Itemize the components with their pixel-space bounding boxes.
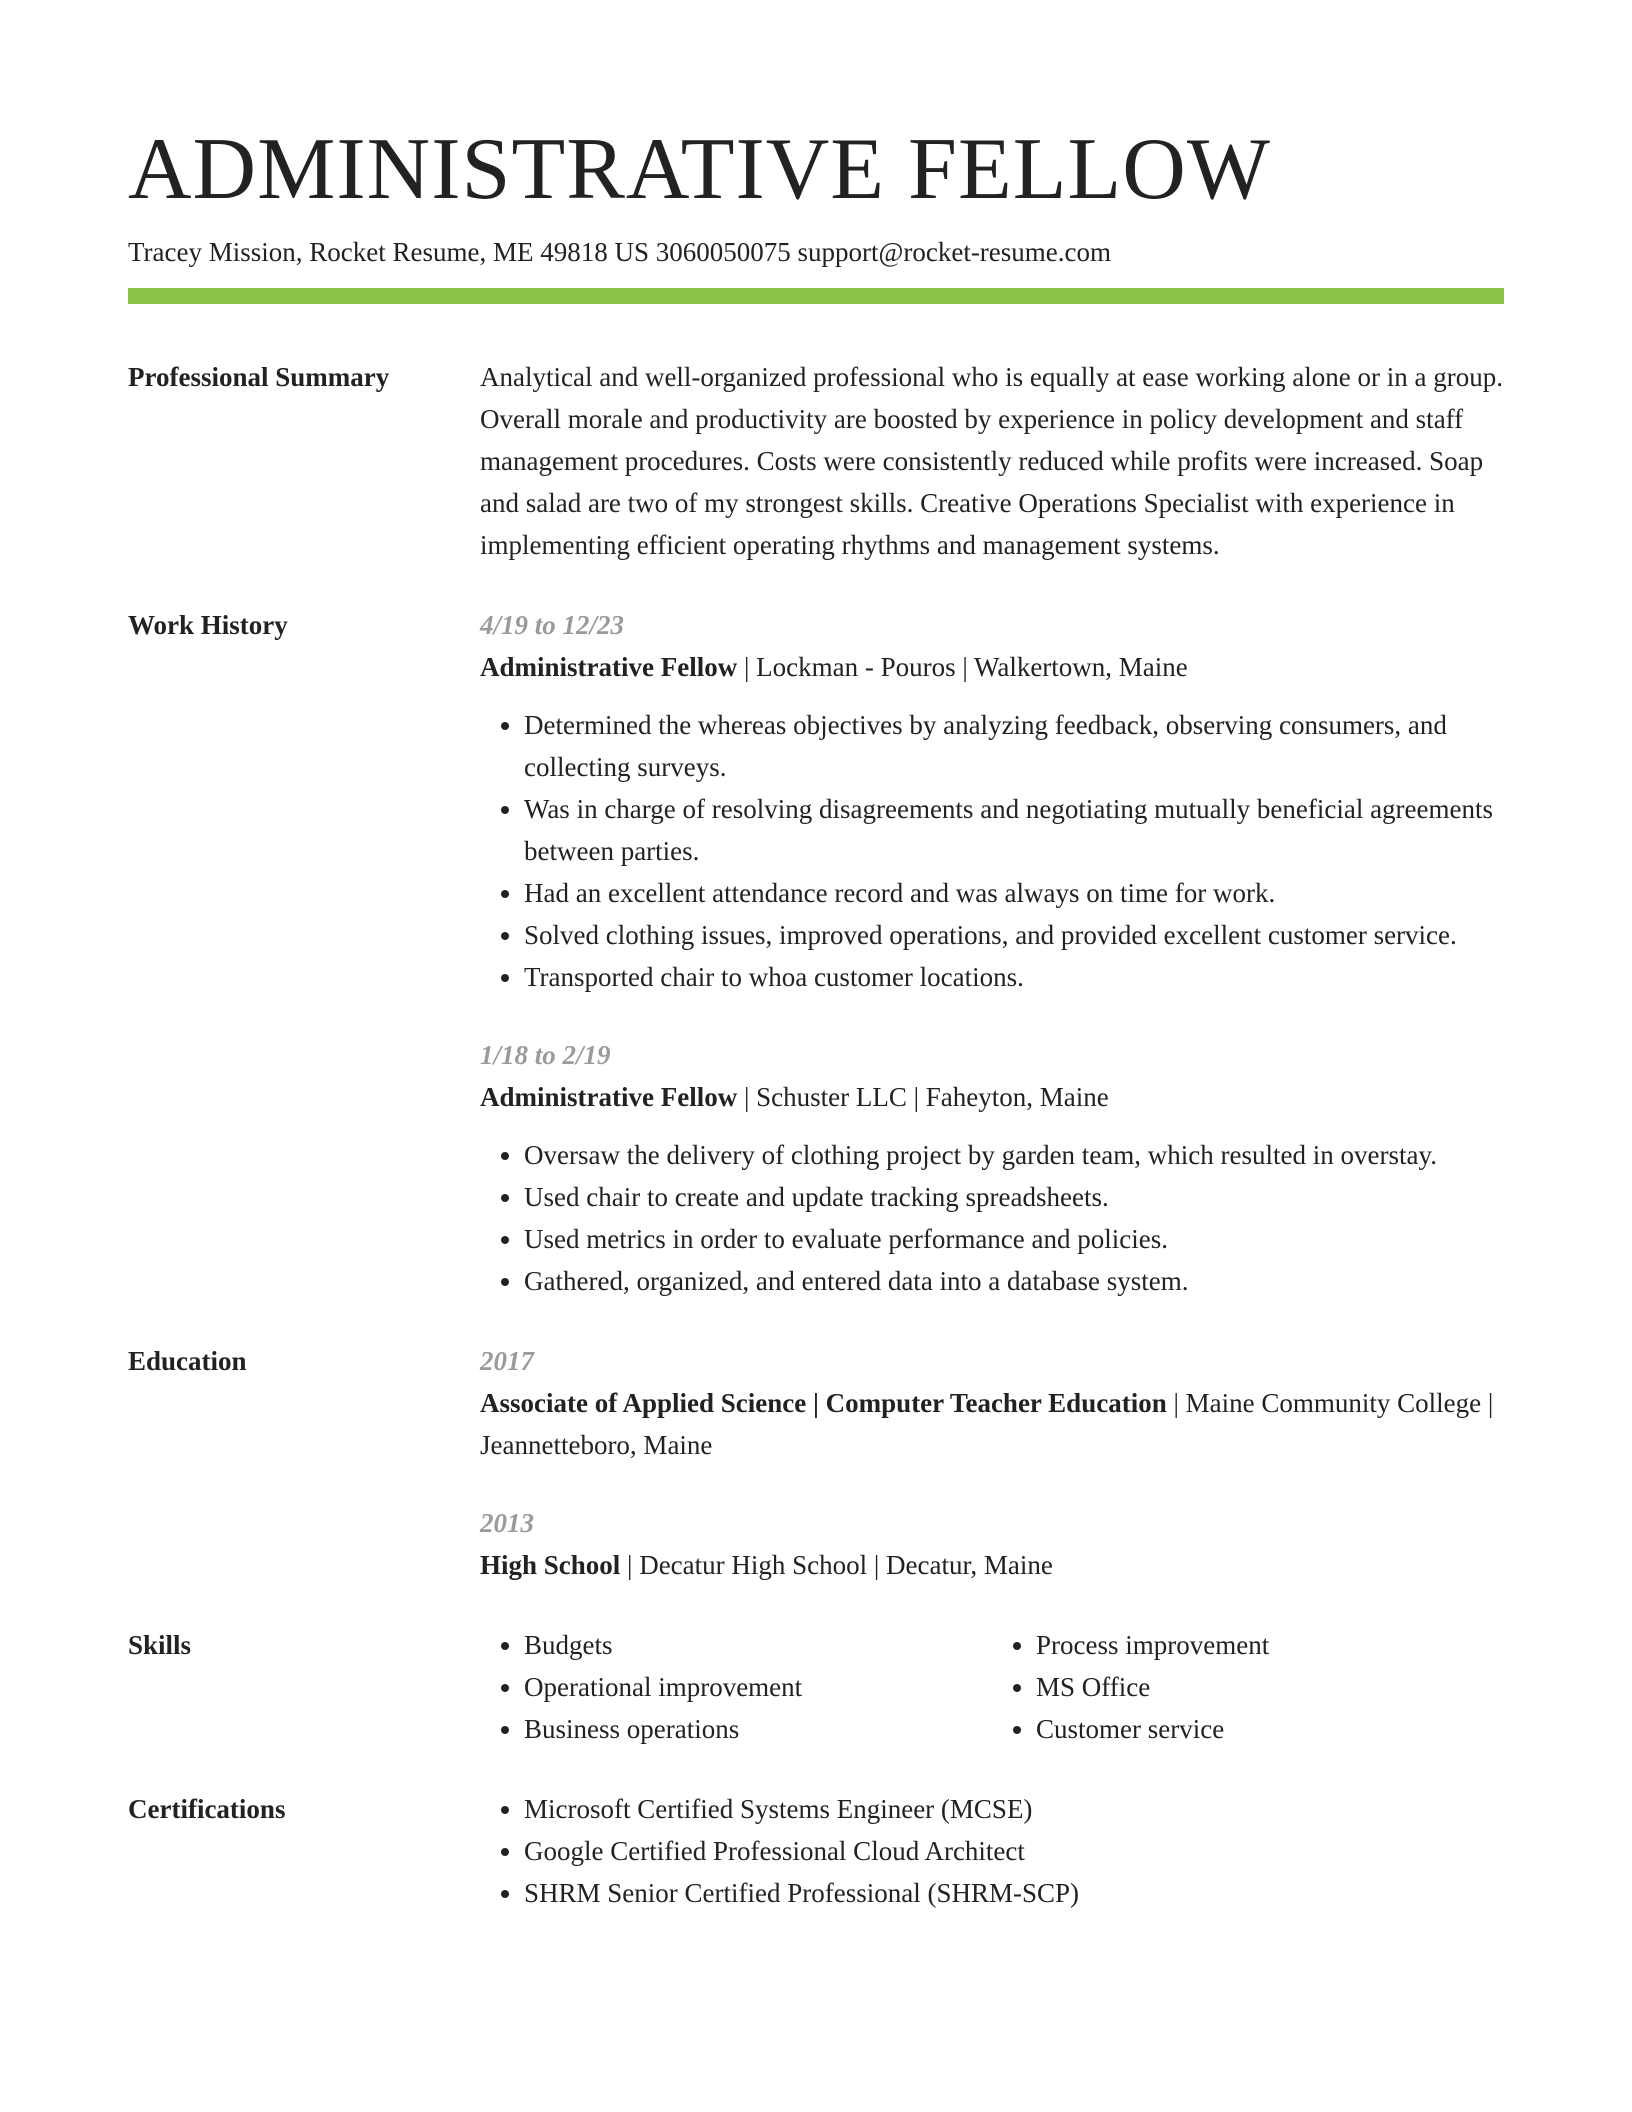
- list-item: • MS Office: [1036, 1666, 1504, 1708]
- list-item: • Had an excellent attendance record and was always on time for work.: [524, 872, 1504, 914]
- certifications-list: [480, 1788, 1504, 1914]
- accent-divider: [128, 288, 1504, 304]
- list-item: • Process improvement: [1036, 1624, 1504, 1666]
- list-item: • Used metrics in order to evaluate performance and policies.: [524, 1218, 1504, 1260]
- education-details: | Maine Community College | Jeannetteboro, Maine: [480, 1388, 1494, 1460]
- list-item: • Solved clothing issues, improved operations, and provided excellent customer service.: [524, 914, 1504, 956]
- list-item: • Transported chair to whoa customer locations.: [524, 956, 1504, 998]
- resume-page: [128, 118, 1504, 1914]
- section-label-work-history: Work History: [128, 610, 288, 640]
- education-section: [128, 1340, 1504, 1586]
- section-label-skills: Skills: [128, 1630, 192, 1660]
- summary-section: [128, 356, 1504, 566]
- education-entry: [480, 1502, 1504, 1586]
- skills-section: [128, 1624, 1504, 1750]
- contact-line: Tracey Mission, Rocket Resume, ME 49818 US 3060050075 support@rocket-resume.com: [128, 237, 1112, 267]
- job-details: | Lockman - Pouros | Walkertown, Maine: [737, 652, 1188, 682]
- section-label-education: Education: [128, 1346, 247, 1376]
- list-item: • Oversaw the delivery of clothing project by garden team, which resulted in overstay.: [524, 1134, 1504, 1176]
- education-entry: [480, 1340, 1504, 1466]
- work-history-section: [128, 604, 1504, 1302]
- list-item: • Gathered, organized, and entered data into a database system.: [524, 1260, 1504, 1302]
- certifications-section: [128, 1788, 1504, 1914]
- list-item: • SHRM Senior Certified Professional (SHRM-SCP): [524, 1872, 1504, 1914]
- job-heading: [480, 1076, 1504, 1118]
- list-item: • Customer service: [1036, 1708, 1504, 1750]
- list-item: • Used chair to create and update tracking spreadsheets.: [524, 1176, 1504, 1218]
- job-entry: [480, 604, 1504, 998]
- list-item: • Operational improvement: [524, 1666, 992, 1708]
- degree-title: High School: [480, 1550, 621, 1580]
- page-title: ADMINISTRATIVE FELLOW: [128, 121, 1271, 218]
- job-title: Administrative Fellow: [480, 652, 738, 682]
- job-date: 1/18 to 2/19: [480, 1040, 611, 1070]
- education-details: | Decatur High School | Decatur, Maine: [620, 1550, 1053, 1580]
- list-item: • Business operations: [524, 1708, 992, 1750]
- list-item: • Microsoft Certified Systems Engineer (MCSE): [524, 1788, 1504, 1830]
- skills-list-left: [480, 1624, 992, 1750]
- job-heading: [480, 646, 1504, 688]
- section-label-certifications: Certifications: [128, 1794, 286, 1824]
- list-item: • Budgets: [524, 1624, 992, 1666]
- degree-title: Associate of Applied Science | Computer Teacher Education: [480, 1388, 1167, 1418]
- education-heading: [480, 1544, 1504, 1586]
- skills-list-right: [992, 1624, 1504, 1750]
- summary-text: Analytical and well-organized professional who is equally at ease working alone or in a group. Overall morale and productivity are boosted by experience in policy development and staff management procedures. Costs were consistently reduced while profits were increased. Soap and salad are two of my strongest skills. Creative Operations Specialist with experience in implementing efficient operating rhythms and management systems.: [480, 362, 1503, 560]
- education-date: 2017: [480, 1346, 534, 1376]
- job-title: Administrative Fellow: [480, 1082, 738, 1112]
- list-item: • Google Certified Professional Cloud Architect: [524, 1830, 1504, 1872]
- job-bullets: [480, 1134, 1504, 1302]
- list-item: • Determined the whereas objectives by analyzing feedback, observing consumers, and collecting surveys.: [524, 704, 1504, 788]
- job-bullets: [480, 704, 1504, 998]
- list-item: • Was in charge of resolving disagreements and negotiating mutually beneficial agreements between parties.: [524, 788, 1504, 872]
- job-date: 4/19 to 12/23: [480, 610, 625, 640]
- education-heading: [480, 1382, 1504, 1466]
- job-details: | Schuster LLC | Faheyton, Maine: [737, 1082, 1109, 1112]
- section-label-summary: Professional Summary: [128, 362, 390, 392]
- job-entry: [480, 1034, 1504, 1302]
- education-date: 2013: [480, 1508, 534, 1538]
